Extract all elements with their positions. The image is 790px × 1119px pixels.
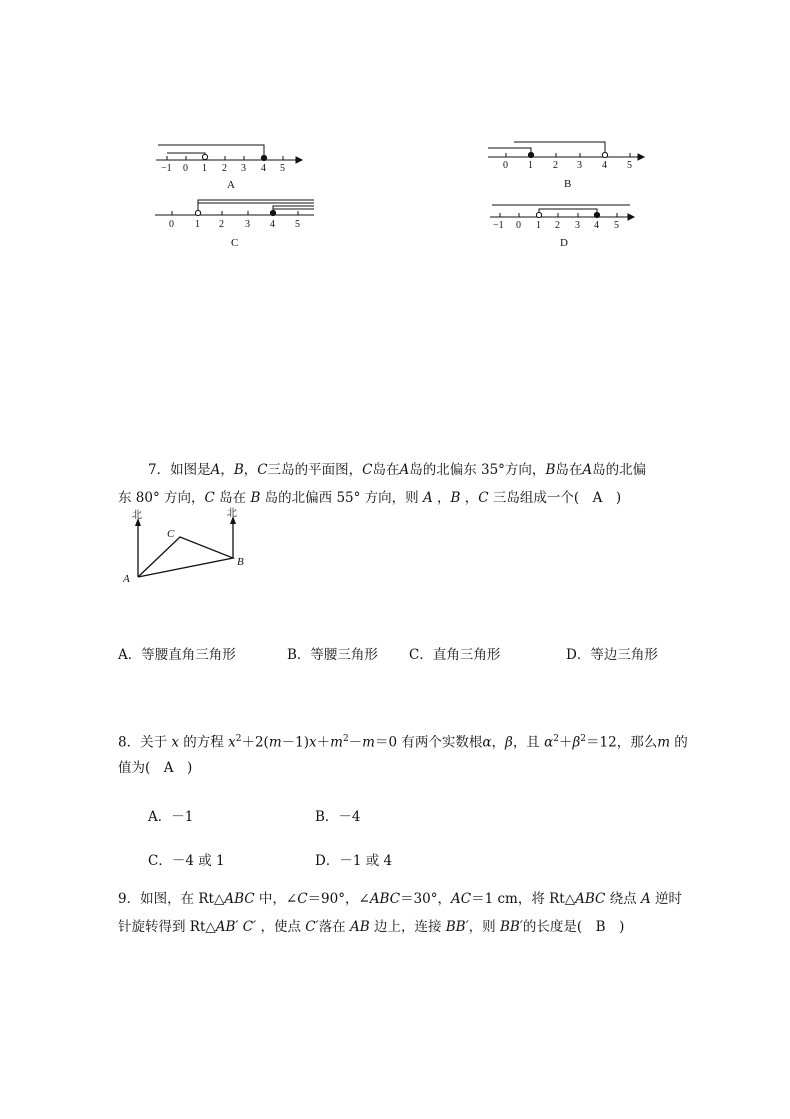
q7-option-a: A．等腰直角三角形 (118, 647, 236, 663)
tick-label: 1 (195, 219, 200, 230)
tick-label: 4 (594, 220, 599, 231)
q8-option-a: A．－1 (148, 809, 194, 825)
q7-option-c: C．直角三角形 (409, 647, 501, 663)
q7-line-2: 东 80° 方向，C 岛在 B 岛的北偏西 55° 方向，则 A ，B ，C 三岛组成一个( A ) (118, 490, 622, 506)
numberline-figures (0, 0, 790, 260)
tick-label: 2 (555, 220, 560, 231)
tick-label: 0 (516, 220, 521, 231)
q7-option-d: D．等边三角形 (566, 647, 658, 663)
q8-answer: A (163, 760, 174, 776)
q9-answer: B (595, 919, 606, 935)
tick-label: −1 (161, 163, 172, 174)
q7-option-b: B．等腰三角形 (287, 647, 378, 663)
q8-line-1: 8．关于 x 的方程 $x^2+2(m-1)x+m^2-m=0$ 有两个实数根α，β，且 $\alpha^2+\beta^2=12$，那么m 的 (118, 734, 688, 751)
numberline-b (488, 142, 644, 160)
tick-label: 4 (261, 163, 266, 174)
figure-caption-a: A (227, 179, 235, 191)
tick-label: 2 (222, 163, 227, 174)
q8-option-d: D．－1 或 4 (315, 853, 393, 869)
tick-label: 5 (280, 163, 285, 174)
tick-label: −1 (493, 220, 504, 231)
numberline-c (155, 200, 314, 216)
tick-label: 5 (614, 220, 619, 231)
tick-label: 5 (627, 160, 632, 171)
vertex-label-a: A (123, 573, 130, 585)
tick-label: 3 (245, 219, 250, 230)
north-label-left: 北 (132, 510, 142, 521)
tick-label: 5 (295, 219, 300, 230)
q8-option-c: C．－4 或 1 (148, 853, 225, 869)
figure-caption-d: D (560, 237, 568, 249)
q9-line-1: 9．如图，在 Rt△ABC 中，∠C＝90°，∠ABC＝30°，AC＝1 cm，将 Rt△ABC 绕点 A 逆时 (118, 891, 682, 907)
tick-label: 1 (536, 220, 541, 231)
q8-option-b: B．－4 (315, 809, 361, 825)
tick-label: 0 (503, 160, 508, 171)
north-label-right: 北 (227, 508, 237, 519)
tick-label: 1 (202, 163, 207, 174)
numberline-d (490, 205, 634, 220)
tick-label: 2 (553, 160, 558, 171)
tick-label: 2 (219, 219, 224, 230)
q7-line-1: 7．如图是A，B，C三岛的平面图，C岛在A岛的北偏东 35°方向，B岛在A岛的北偏 (148, 462, 647, 478)
q9-line-2: 针旋转得到 Rt△AB′ C′ ，使点 C′落在 AB 边上，连接 BB′，则 BB′的长度是( B ) (118, 919, 625, 935)
q8-line-2: 值为( A ) (118, 760, 193, 776)
tick-label: 3 (577, 160, 582, 171)
figure-caption-b: B (564, 178, 572, 190)
tick-label: 0 (183, 163, 188, 174)
tick-label: 3 (575, 220, 580, 231)
tick-label: 1 (528, 160, 533, 171)
vertex-label-b: B (237, 556, 244, 568)
figure-caption-c: C (231, 237, 239, 249)
vertex-label-c: C (167, 528, 175, 540)
numberline-a (156, 145, 302, 163)
tick-label: 3 (241, 163, 246, 174)
tick-label: 0 (169, 219, 174, 230)
tick-label: 4 (602, 160, 607, 171)
q7-answer: A (592, 490, 603, 506)
tick-label: 4 (270, 219, 275, 230)
